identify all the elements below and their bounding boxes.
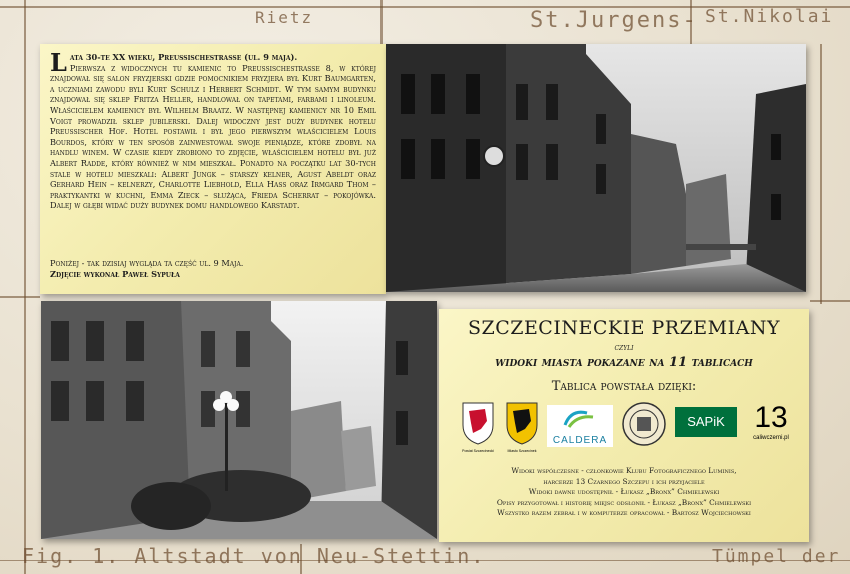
credit-line: Widoki współczesne - członkowie Klubu Fotograficznego Luminis, [511,466,737,475]
miasto-logo: Miasto Szczecinek [503,401,541,453]
sponsors-heading: Tablica powstała dzięki: [551,379,697,394]
article-body: Pierwsza z widocznych tu kamienic to Preussischestrasse 8, w której znajdował się salon fryzjerski gdzie pomocnikiem fryzjera był Kurt Baumgarten, a uczniami zawodu byli Kurt Schulz i Herbert Schmidt. W tym samym budynku znajdował się sklep Fritza Heller, handlował on tapetami, farbami i linoleum. Właścicielem kamienicy był Wilhelm Braatz. W następnej kamienicy nr 10 Emil Voigt prowadził sklep jubilerski. Dalej widoczny jest duży budynek hotelu Preussischer Hof. Hotel postawił i był jego pierwszym właścicielem Louis Bourdos, który w ten sposób zainwestował swoje pieniądze, które zdobył na handlu winem. W czasie kiedy zrobiono to zdjęcie, właścicielem hotelu był już Albert Radde, który również w nim mieszkał. Ponadto na początku lat 30-tych stale w hotelu mieszkali: Albert Jungk – starszy kelner, Agust Abeldt oraz Gerhard Hein – kelnerzy, Charlotte Liebhold, Ella Hass oraz Irmgard Thom – praktykantki w kuchni, Emma Zieck – służąca, Frieda Scherrat – pokojówka. Dalej w głębi widać duży budynek domu handlowego Karstadt. [50,62,376,211]
sapik-logo: SAPiK [675,407,737,437]
powiat-logo: Powiat Szczecinecki [459,401,497,453]
map-label: St.Nikolai [705,6,834,27]
griffin-shield-icon [503,401,541,445]
project-info-card [439,309,809,542]
history-text [50,48,376,211]
wave-icon [547,405,613,431]
article-footer [50,258,376,280]
drop-cap: L [50,48,67,77]
map-caption: Fig. 1. Altstadt von Neu-Stettin. [22,544,486,568]
modern-street-photo [41,301,437,539]
credits [447,466,801,519]
credit-line: Opisy przygotował i historię miejsc odsłonił - Łukasz „Bronx” Chmielewski [496,497,752,507]
credit-line: Wszystko razem zebrał i w komputerze opracował - Bartosz Wojciechowski [497,508,751,517]
article-note: Poniżej - tak dzisiaj wygląda ta część ul. 9 Maja. [50,258,244,268]
sponsor-logos [459,401,799,461]
photo-credit: Zdjęcie wykonał Paweł Sypuła [50,269,180,279]
series-title: SZCZECINECKIE PRZEMIANY [467,317,781,339]
map-line [810,300,850,302]
caldera-logo: CALDERA [547,405,613,447]
map-label: Tümpel der [712,546,841,567]
series-tagline: widoki miasta pokazane na 11 tablicach [495,355,753,370]
series-subtitle: czyli [614,343,634,352]
history-text-card [40,44,386,294]
credit-line: harcerze 13 Czarnego Szczepu i ich przyjaciele [543,476,705,486]
luminis-seal-logo [621,401,667,451]
article-heading: ata 30-te XX wieku, Preussischestrasse (ul. 9 maja). [69,52,298,62]
map-label: St.Jurgens- [530,8,698,33]
griffin-shield-icon [459,401,497,445]
map-line [0,296,40,298]
credit-line: Widoki dawne udostępnił - Łukasz „Bronx” Chmielewski [528,487,720,496]
map-line [380,0,383,44]
scout-13-logo: 13 caliwczerni.pl [753,401,789,441]
map-label: Rietz [255,8,314,27]
seal-icon [621,401,667,447]
historic-street-photo [386,44,806,292]
map-line [820,44,822,304]
map-line [24,0,26,574]
